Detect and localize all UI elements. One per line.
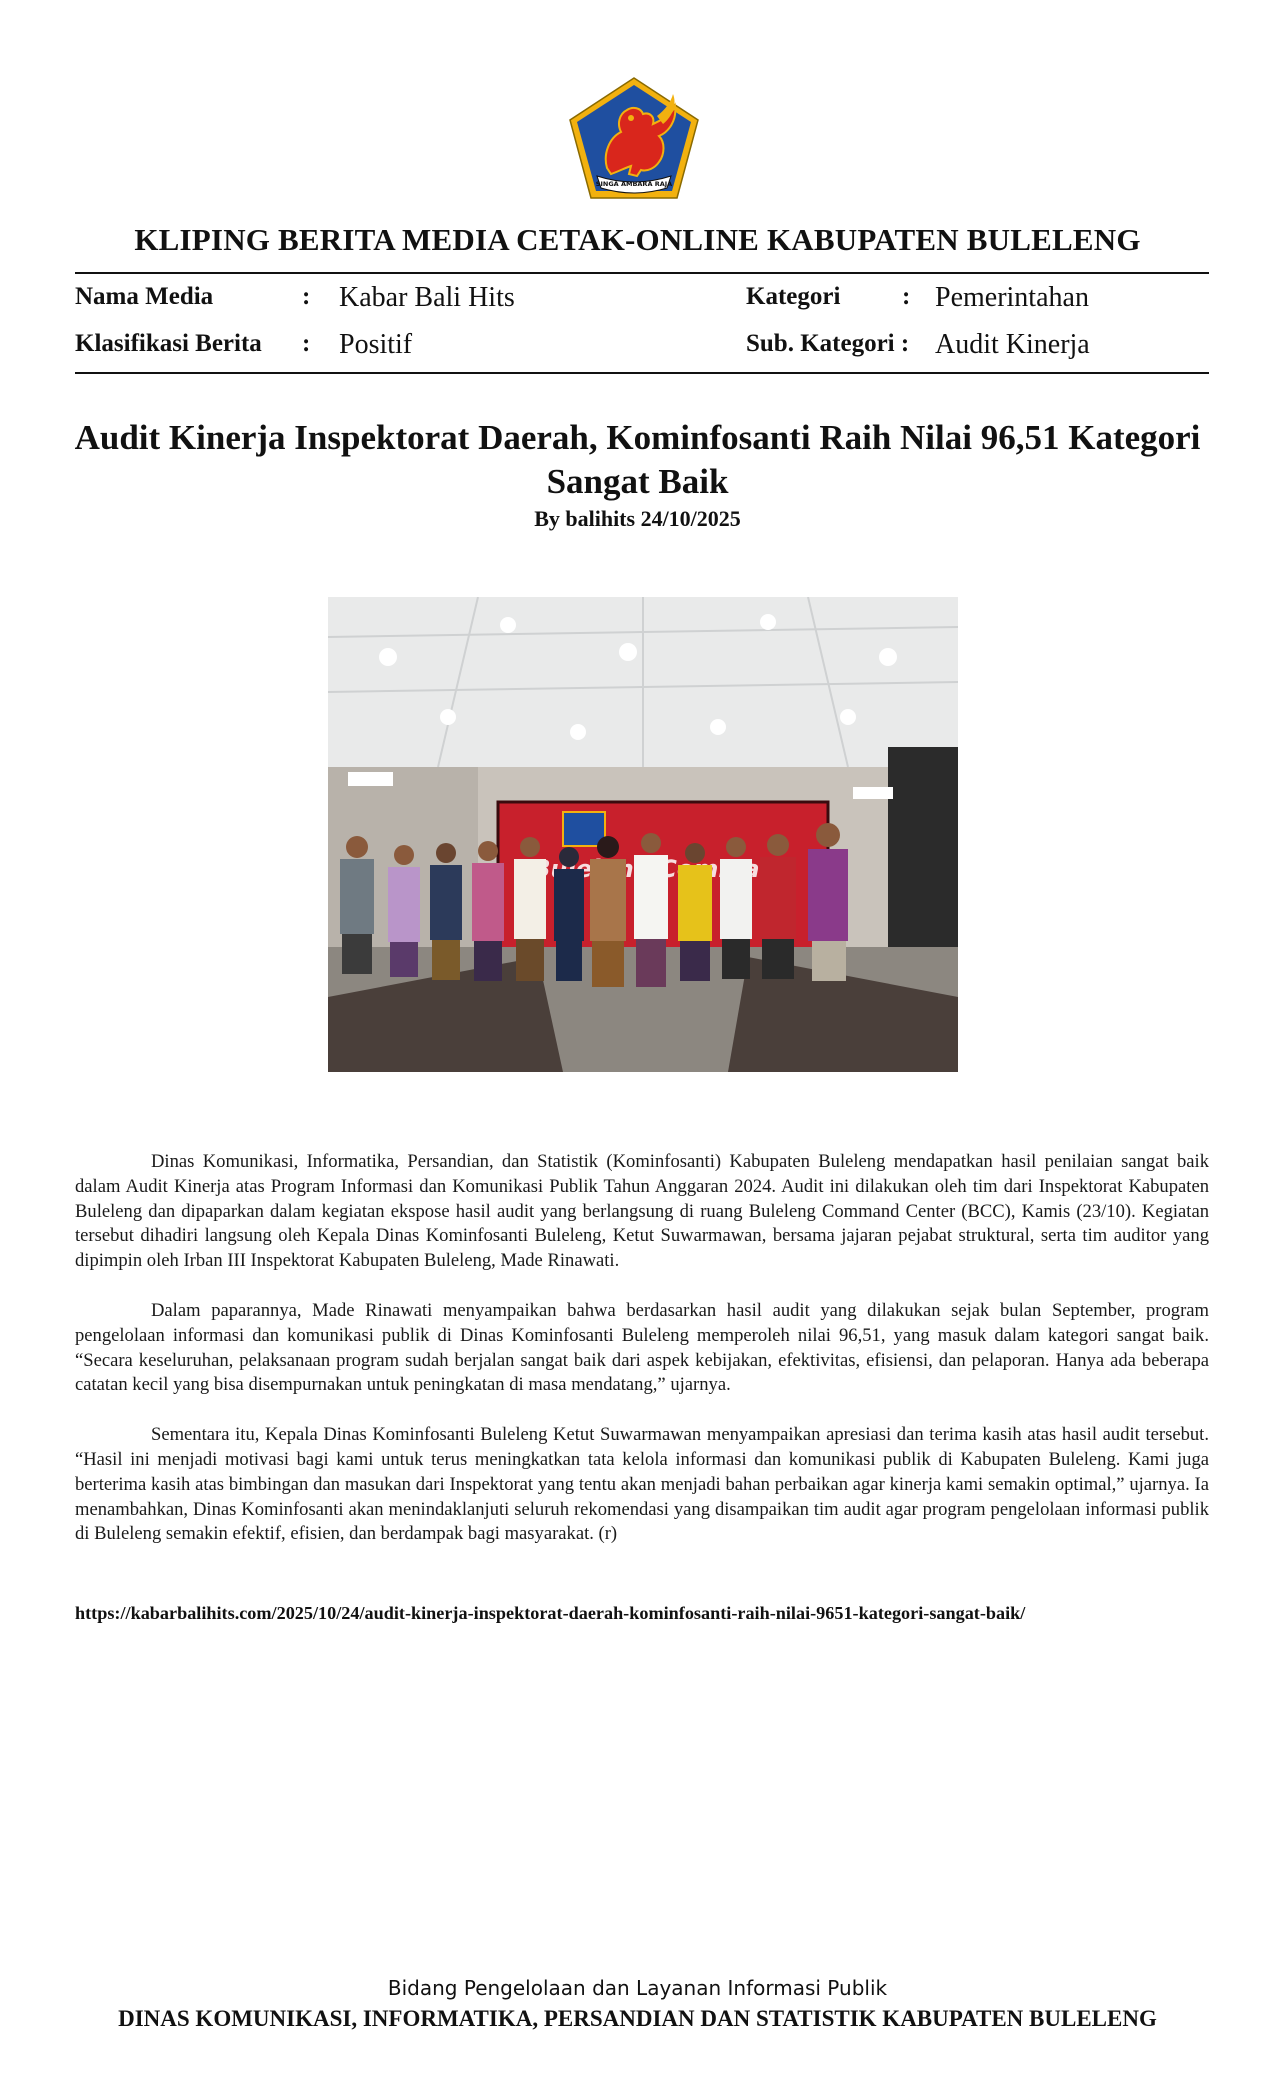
kategori-value: Pemerintahan — [935, 282, 1089, 313]
buleleng-emblem-icon — [567, 76, 701, 200]
header-divider-top — [75, 272, 1209, 274]
media-label: Nama Media — [75, 283, 214, 310]
media-colon: : — [302, 283, 311, 310]
source-link[interactable]: https://kabarbalihits.com/2025/10/24/audit-kinerja-inspektorat-daerah-kominfosanti-raih-nilai-9651-kategori-sangat-baik/ — [75, 1603, 1026, 1623]
kategori-colon: : — [902, 283, 911, 310]
header-divider-bottom — [75, 372, 1209, 374]
article-byline: By balihits 24/10/2025 — [534, 506, 741, 531]
klasifikasi-colon: : — [302, 330, 311, 357]
article-paragraph: Dalam paparannya, Made Rinawati menyampaikan bahwa berdasarkan hasil audit yang dilakukan sejak bulan September, program pengelolaan informasi dan komunikasi publik di Dinas Kominfosanti Buleleng memperoleh nilai 96,51, yang masuk dalam kategori sangat baik. “Secara keseluruhan, pelaksanaan program sudah berjalan sangat baik dari aspek kebijakan, efektivitas, efisiensi, dan pelaporan. Hanya ada beberapa catatan kecil yang bisa disempurnakan untuk peningkatan di masa mendatang,” ujarnya. — [75, 1299, 1209, 1396]
article-paragraph: Sementara itu, Kepala Dinas Kominfosanti Buleleng Ketut Suwarmawan menyampaikan apresiasi dan terima kasih atas hasil audit tersebut. “Hasil ini menjadi motivasi bagi kami untuk terus meningkatkan tata kelola informasi dan komunikasi publik di Kabupaten Buleleng. Kami juga berterima kasih atas bimbingan dan masukan dari Inspektorat yang tentu akan menjadi bahan perbaikan agar kinerja kami semakin optimal,” ujarnya. Ia menambahkan, Dinas Kominfosanti akan menindaklanjuti seluruh rekomendasi yang disampaikan tim audit agar program pengelolaan informasi publik di Buleleng semakin efektif, efisien, dan berdampak bagi masyarakat. (r) — [75, 1424, 1209, 1545]
subkategori-label: Sub. Kategori : — [746, 330, 910, 357]
article-body — [75, 1150, 1209, 1572]
footer-title: DINAS KOMUNIKASI, INFORMATIKA, PERSANDIAN DAN STATISTIK KABUPATEN BULELENG — [118, 2006, 1157, 2031]
page-title: KLIPING BERITA MEDIA CETAK-ONLINE KABUPATEN BULELENG — [134, 222, 1141, 257]
article-paragraph: Dinas Komunikasi, Informatika, Persandian, dan Statistik (Kominfosanti) Kabupaten Buleleng mendapatkan hasil penilaian sangat baik dalam Audit Kinerja atas Program Informasi dan Komunikasi Publik Tahun Anggaran 2024. Audit ini dilakukan oleh tim dari Inspektorat Kabupaten Buleleng dan dipaparkan dalam kegiatan ekspose hasil audit yang berlangsung di ruang Buleleng Command Center (BCC), Kamis (23/10). Kegiatan tersebut dihadiri langsung oleh Kepala Dinas Kominfosanti Buleleng, Ketut Suwarmawan, bersama jajaran pejabat struktural, serta tim auditor yang dipimpin oleh Irban III Inspektorat Kabupaten Buleleng, Made Rinawati. — [75, 1151, 1209, 1272]
article-title: Audit Kinerja Inspektorat Daerah, Kominfosanti Raih Nilai 96,51 Kategori Sangat Baik — [74, 418, 1201, 501]
kategori-label: Kategori — [746, 283, 841, 310]
article-photo — [328, 597, 958, 1072]
footer-subtitle: Bidang Pengelolaan dan Layanan Informasi Publik — [387, 1976, 888, 2000]
klasifikasi-label: Klasifikasi Berita — [75, 330, 262, 357]
subkategori-value: Audit Kinerja — [935, 329, 1090, 360]
media-value: Kabar Bali Hits — [339, 282, 515, 313]
emblem-motto: SINGA AMBARA RAJA — [595, 180, 673, 188]
buleleng-emblem — [567, 76, 701, 200]
klasifikasi-value: Positif — [339, 329, 413, 360]
